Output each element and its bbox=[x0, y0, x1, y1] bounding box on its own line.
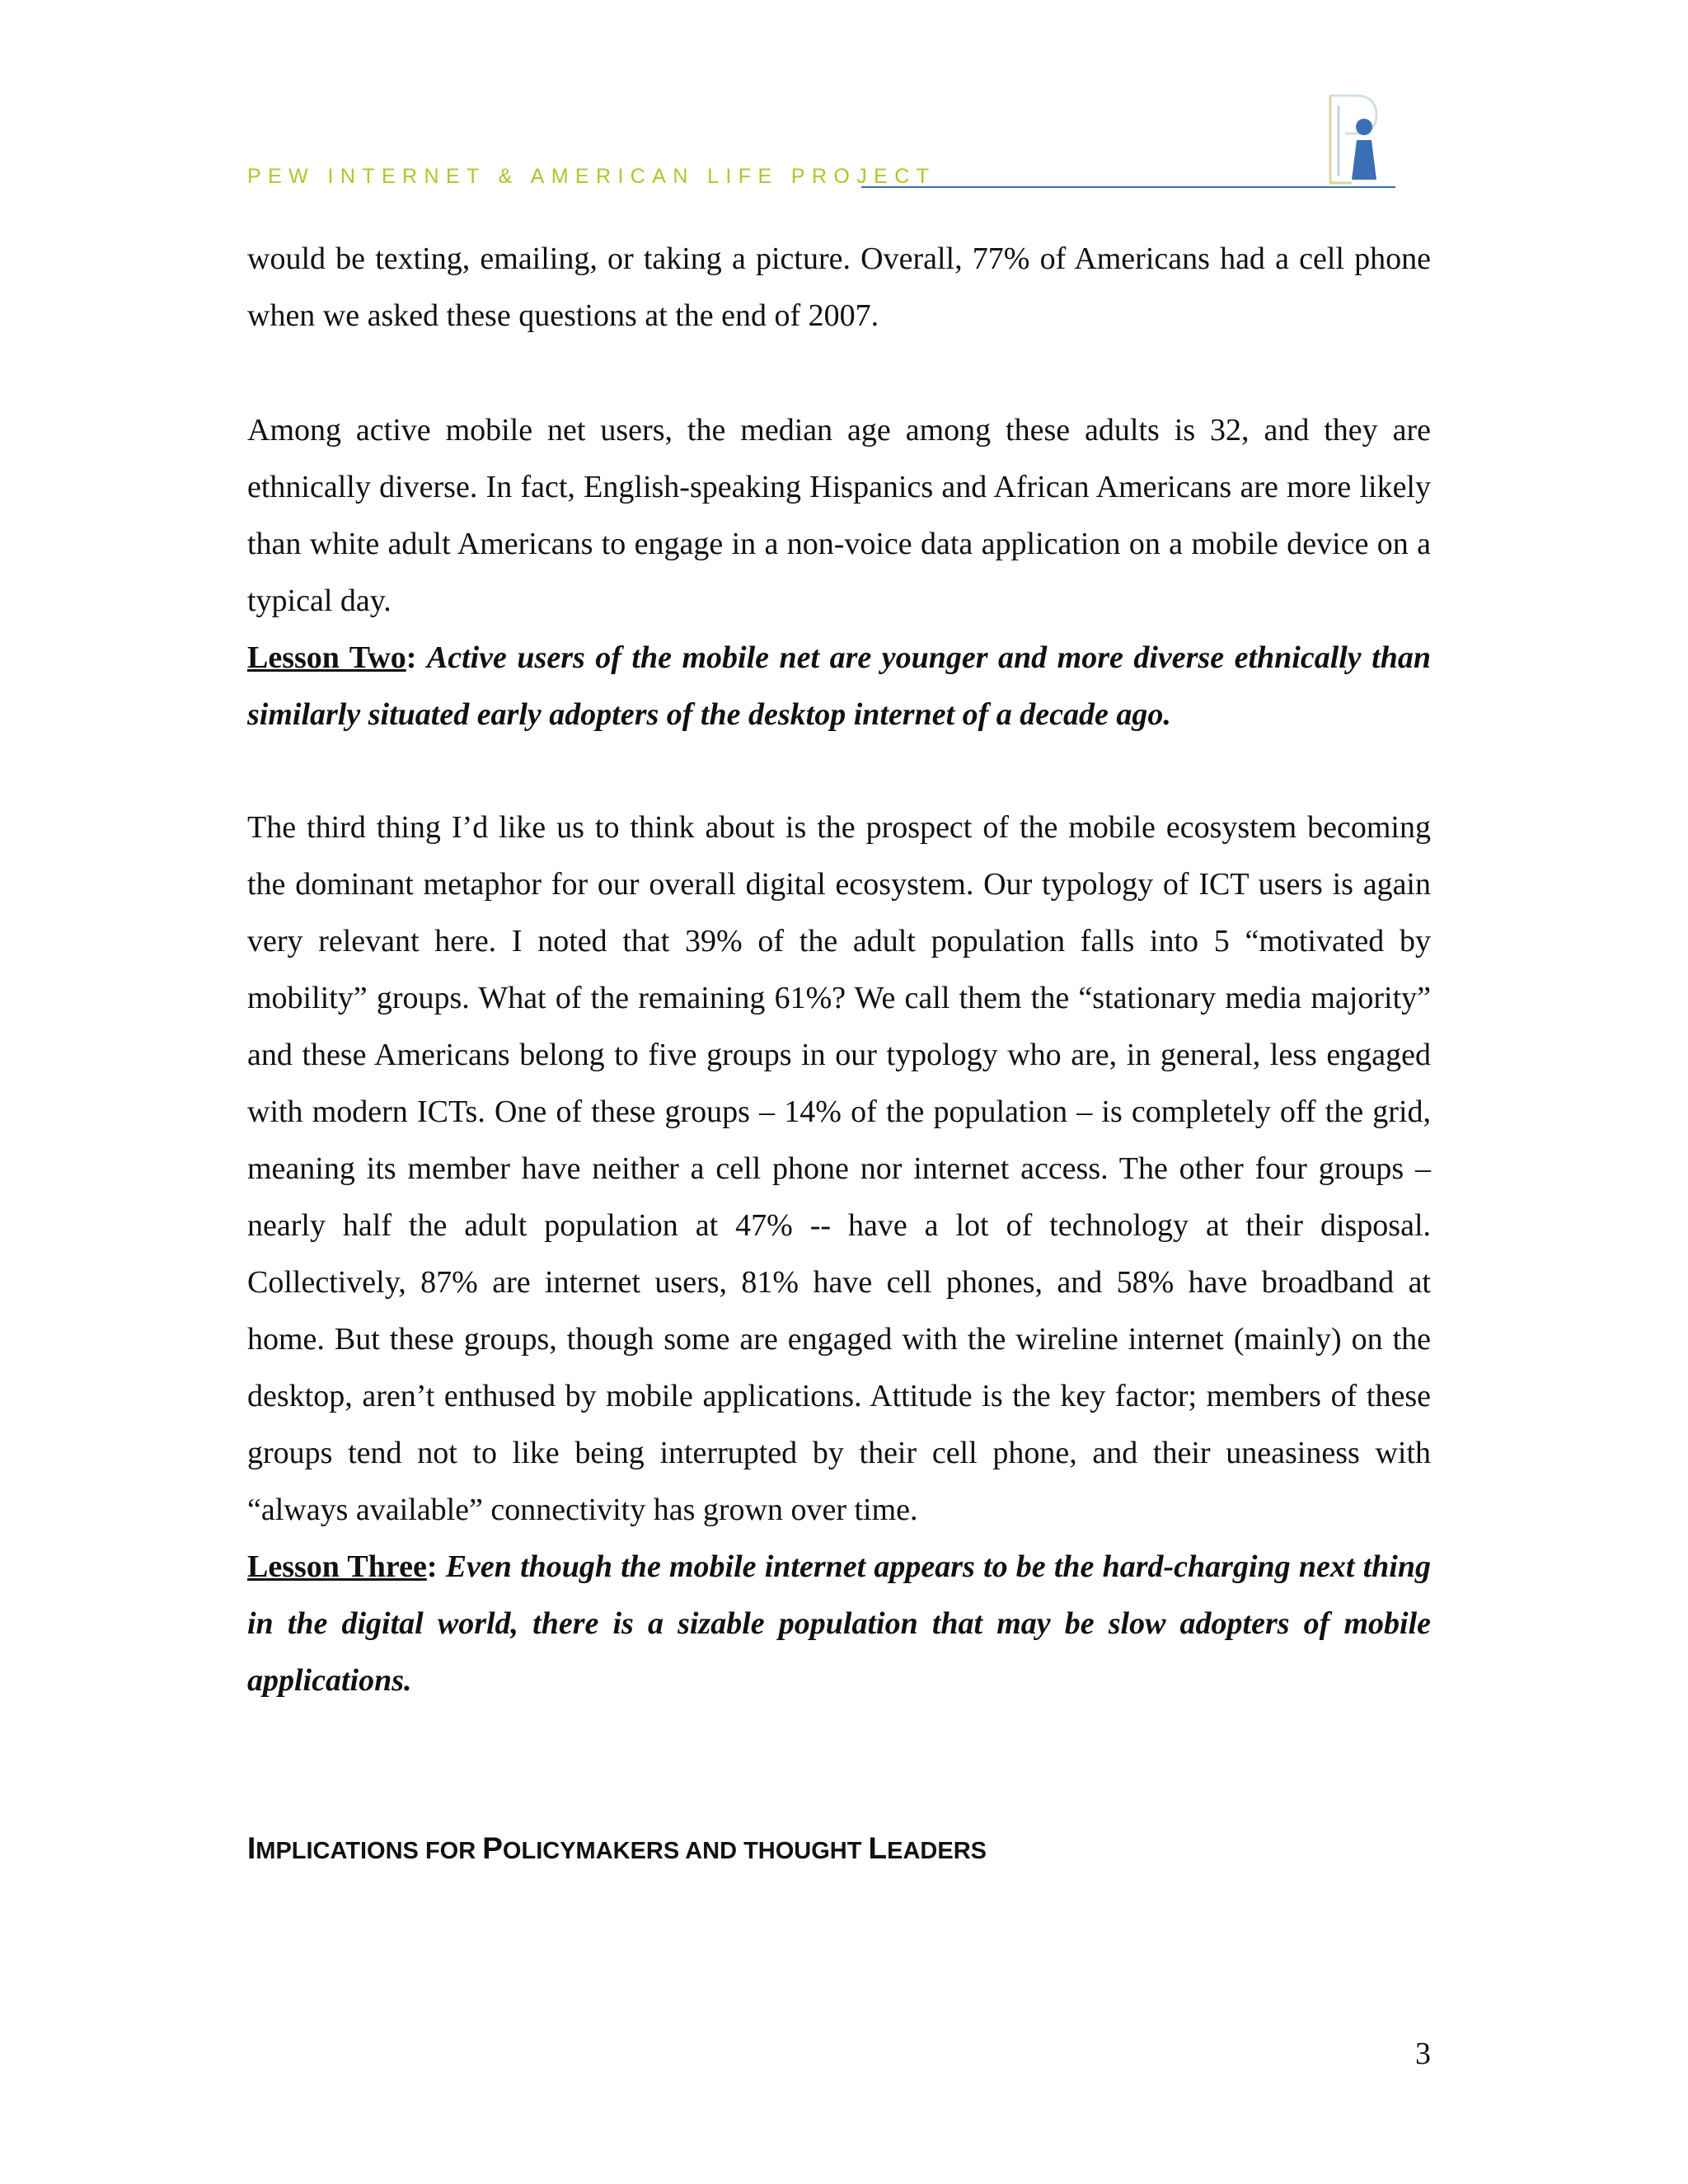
lesson-three-colon: : bbox=[426, 1549, 438, 1584]
paragraph-1: would be texting, emailing, or taking a picture. Overall, 77% of Americans had a cell phone when we asked these questions at the end of 2007. bbox=[247, 241, 1431, 333]
lesson-three-label: Lesson Three bbox=[247, 1549, 427, 1584]
pew-logo-icon bbox=[1327, 91, 1401, 188]
paragraph-3-block bbox=[247, 799, 1431, 1709]
section-heading bbox=[247, 1831, 987, 1866]
lesson-three bbox=[247, 1539, 1431, 1709]
heading-part-6: EADERS bbox=[887, 1838, 987, 1864]
lesson-two-text: Active users of the mobile net are younger and more diverse ethnically than similarly situated early adopters of the desktop internet of a decade ago. bbox=[247, 640, 1431, 732]
page-header bbox=[247, 91, 1397, 190]
header-title: PEW INTERNET & AMERICAN LIFE PROJECT bbox=[247, 165, 936, 188]
lesson-two bbox=[247, 630, 1431, 743]
heading-part-4: OLICYMAKERS AND THOUGHT bbox=[502, 1838, 869, 1864]
header-rule bbox=[861, 186, 1395, 188]
paragraph-3: The third thing I’d like us to think about is the prospect of the mobile ecosystem becoming the dominant metaphor for our overall digital ecosystem. Our typology of ICT users is again very relevant here. I noted that 39% of the adult population falls into 5 “motivated by mobility” groups. What of the remaining 61%? We call them the “stationary media majority” and these Americans belong to five groups in our typology who are, in general, less engaged with modern ICTs. One of these groups – 14% of the population – is completely off the grid, meaning its member have neither a cell phone nor internet access. The other four groups – nearly half the adult population at 47% -- have a lot of technology at their disposal. Collectively, 87% are internet users, 81% have cell phones, and 58% have broadband at home. But these groups, though some are engaged with the wireline internet (mainly) on the desktop, aren’t enthused by mobile applications. Attitude is the key factor; members of these groups tend not to like being interrupted by their cell phone, and their uneasiness with “always available” connectivity has grown over time. bbox=[247, 810, 1431, 1527]
paragraph-2: Among active mobile net users, the median age among these adults is 32, and they are ethnically diverse. In fact, English-speaking Hispanics and African Americans are more likely than white adult Americans to engage in a non-voice data application on a mobile device on a typical day. bbox=[247, 413, 1431, 618]
paragraph-2-block bbox=[247, 402, 1431, 743]
lesson-three-text: Even though the mobile internet appears to be the hard-charging next thing in the digital world, there is a sizable population that may be slow adopters of mobile applications. bbox=[247, 1549, 1431, 1698]
heading-part-3: P bbox=[482, 1831, 503, 1865]
lesson-two-colon: : bbox=[406, 640, 417, 675]
page-number: 3 bbox=[1415, 2036, 1431, 2071]
heading-part-1: I bbox=[247, 1831, 256, 1865]
lesson-two-label: Lesson Two bbox=[247, 640, 406, 675]
heading-part-2: MPLICATIONS FOR bbox=[256, 1838, 483, 1864]
heading-part-5: L bbox=[868, 1831, 888, 1865]
